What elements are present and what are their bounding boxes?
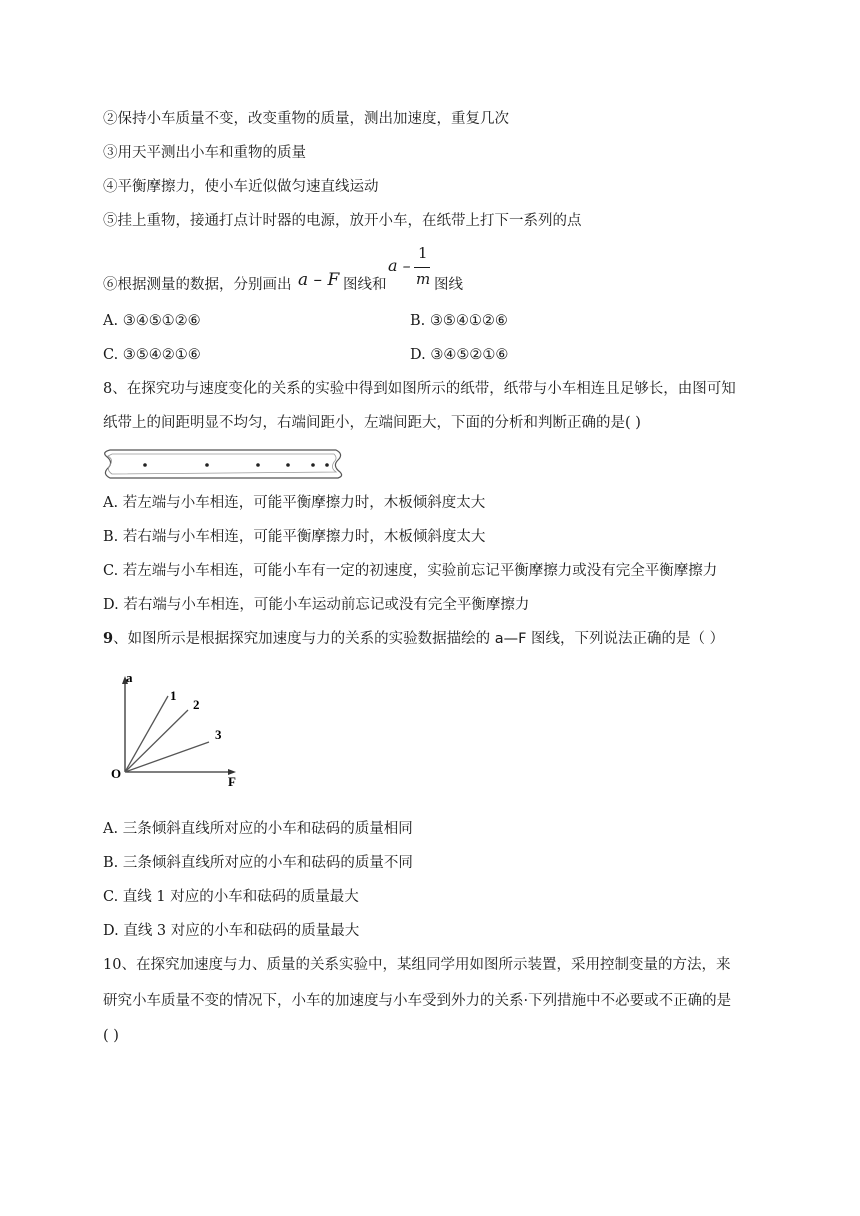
q8-option-d: D. 若右端与小车相连，可能小车运动前忘记或没有完全平衡摩擦力 (103, 597, 530, 613)
q10-stem-line3: ( ) (103, 1028, 119, 1044)
step-4: ④平衡摩擦力，使小车近似做匀速直线运动 (103, 179, 379, 195)
q7-option-d: D. ③④⑤②①⑥ (410, 347, 509, 363)
q7-option-a: A. ③④⑤①②⑥ (103, 313, 201, 329)
graph-line-1 (125, 696, 168, 772)
q7-option-b: B. ③⑤④①②⑥ (410, 313, 508, 329)
q9-number: 9 (103, 630, 114, 647)
q10-stem-line2: 研究小车质量不变的情况下，小车的加速度与小车受到外力的关系·下列措施中不必要或不正确的是 (103, 993, 732, 1009)
q8-option-a: A. 若左端与小车相连，可能平衡摩擦力时，木板倾斜度太大 (103, 495, 486, 511)
a-F-graph (108, 666, 248, 790)
q9-option-d: D. 直线 3 对应的小车和砝码的质量最大 (103, 923, 360, 939)
x-axis-label: F (228, 774, 236, 789)
tape-dot (286, 463, 290, 467)
origin-label: O (111, 766, 122, 781)
q9-option-a: A. 三条倾斜直线所对应的小车和砝码的质量相同 (103, 821, 413, 837)
line-label-1: 1 (170, 688, 177, 703)
q8-option-b: B. 若右端与小车相连，可能平衡摩擦力时，木板倾斜度太大 (103, 529, 486, 545)
step-6-suffix: 图线 (434, 277, 463, 293)
q8-option-c: C. 若左端与小车相连，可能小车有一定的初速度，实验前忘记平衡摩擦力或没有完全平衡摩擦力 (103, 563, 718, 579)
paper-tape-figure (100, 446, 348, 482)
fraction-denominator: m (416, 270, 431, 288)
q10-stem-line1: 10、在探究加速度与力、质量的关系实验中，某组同学用如图所示装置，采用控制变量的方法，来 (103, 957, 731, 973)
tape-dot (325, 463, 329, 467)
tape-dot (311, 463, 315, 467)
q8-stem-line2: 纸带上的间距明显不均匀，右端间距小，左端间距大，下面的分析和判断正确的是( ) (103, 415, 641, 431)
q7-option-c: C. ③⑤④②①⑥ (103, 347, 201, 363)
q9-stem (103, 629, 724, 649)
q9-option-c: C. 直线 1 对应的小车和砝码的质量最大 (103, 889, 359, 905)
line-label-2: 2 (193, 697, 200, 712)
tape-dot (205, 463, 209, 467)
step-5: ⑤挂上重物，接通打点计时器的电源，放开小车，在纸带上打下一系列的点 (103, 213, 582, 229)
formula-a-minus: a – (388, 256, 411, 275)
step-3: ③用天平测出小车和重物的质量 (103, 145, 306, 161)
q9-text: 、如图所示是根据探究加速度与力的关系的实验数据描绘的 a—F 图线，下列说法正确的是（ ） (113, 631, 725, 647)
graph-line-3 (125, 742, 209, 772)
tape-dot (143, 463, 147, 467)
line-label-3: 3 (215, 727, 222, 742)
step-6-mid: 图线和 (343, 277, 387, 293)
fraction-numerator: 1 (418, 244, 428, 262)
tape-dot (256, 463, 260, 467)
fraction-bar (414, 267, 430, 268)
step-6-prefix: ⑥根据测量的数据，分别画出 (103, 277, 292, 293)
q8-stem-line1: 8、在探究功与速度变化的关系的实验中得到如图所示的纸带，纸带与小车相连且足够长，由图可知 (103, 381, 736, 397)
step-2: ②保持小车质量不变，改变重物的质量，测出加速度，重复几次 (103, 111, 509, 127)
q9-option-b: B. 三条倾斜直线所对应的小车和砝码的质量不同 (103, 855, 413, 871)
graph-line-2 (125, 710, 188, 772)
y-axis-label: a (126, 670, 133, 685)
formula-a-F: a – F (298, 270, 340, 290)
